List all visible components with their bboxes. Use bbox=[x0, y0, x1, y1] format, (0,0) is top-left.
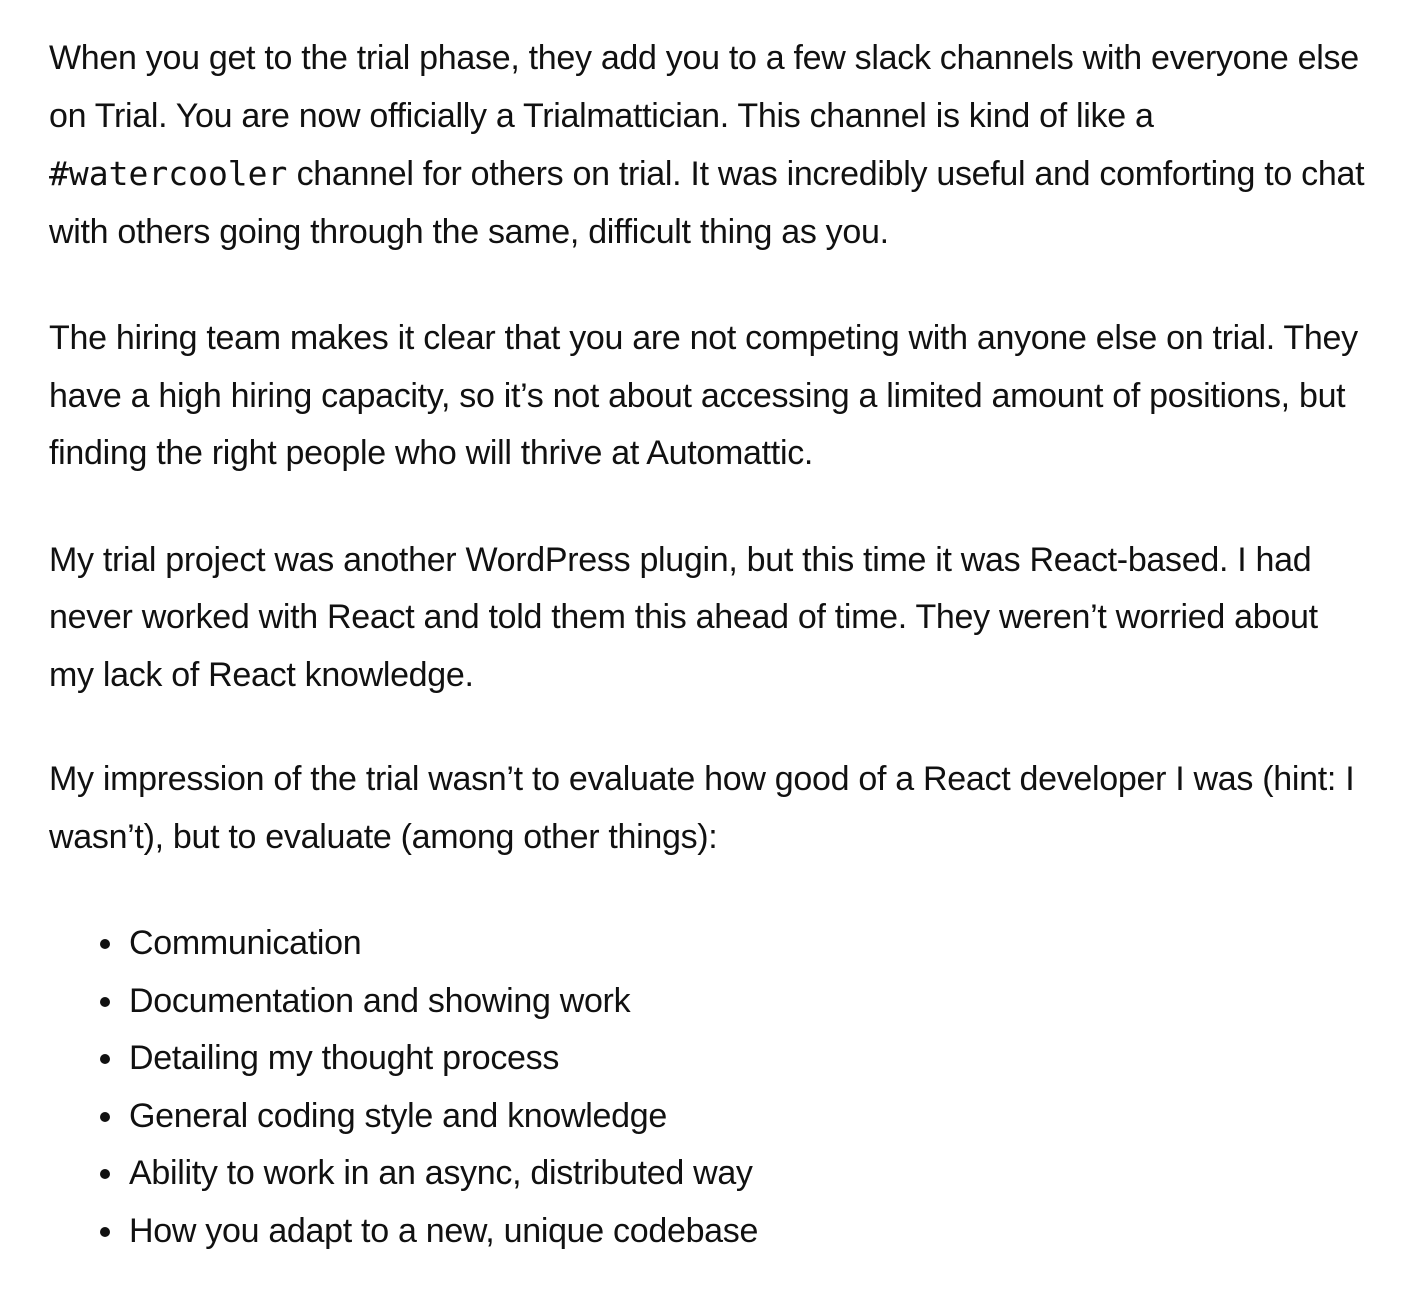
bullet-icon bbox=[100, 1054, 110, 1064]
list-item-label: Documentation and showing work bbox=[129, 981, 631, 1020]
paragraph-impression: My impression of the trial wasn’t to evaluate how good of a React developer I was (hint: I wasn’t), but to evaluate (among other things): bbox=[49, 760, 1355, 856]
bullet-icon bbox=[100, 939, 110, 949]
list-item bbox=[129, 915, 1369, 973]
list-item-label: How you adapt to a new, unique codebase bbox=[129, 1211, 759, 1250]
bullet-icon bbox=[100, 1227, 110, 1237]
bullet-icon bbox=[100, 997, 110, 1007]
evaluation-list bbox=[49, 915, 1369, 1261]
list-item-label: Communication bbox=[129, 924, 362, 962]
bullet-icon bbox=[100, 1169, 110, 1179]
article-body bbox=[49, 30, 1369, 1261]
list-item bbox=[129, 1203, 1369, 1261]
list-item-label: Ability to work in an async, distributed way bbox=[129, 1154, 753, 1193]
list-item bbox=[129, 1088, 1369, 1146]
bullet-icon bbox=[100, 1112, 110, 1122]
paragraph-trial-project: My trial project was another WordPress plugin, but this time it was React-based. I had never worked with React and told them this ahead of time. They weren’t worried about my lack of React knowledge. bbox=[49, 540, 1318, 694]
paragraph-hiring-team: The hiring team makes it clear that you are not competing with anyone else on trial. They have a high hiring capacity, so it’s not about accessing a limited amount of positions, but finding the right people who will thrive at Automattic. bbox=[49, 319, 1358, 472]
list-item bbox=[129, 1030, 1369, 1088]
list-item bbox=[129, 973, 1369, 1031]
list-item-label: General coding style and knowledge bbox=[129, 1096, 667, 1135]
inline-code-channel: #watercooler bbox=[49, 154, 288, 193]
paragraph-trial-phase bbox=[49, 30, 1369, 261]
paragraph-text: channel for others on trial. It was incredibly useful and comforting to chat with others going through the same, difficult thing as you. bbox=[49, 155, 1365, 251]
paragraph-text: When you get to the trial phase, they add you to a few slack channels with everyone else on Trial. You are now officially a Trialmattician. This channel is kind of like a bbox=[49, 39, 1359, 135]
list-item bbox=[129, 1145, 1369, 1203]
list-item-label: Detailing my thought process bbox=[129, 1039, 560, 1078]
